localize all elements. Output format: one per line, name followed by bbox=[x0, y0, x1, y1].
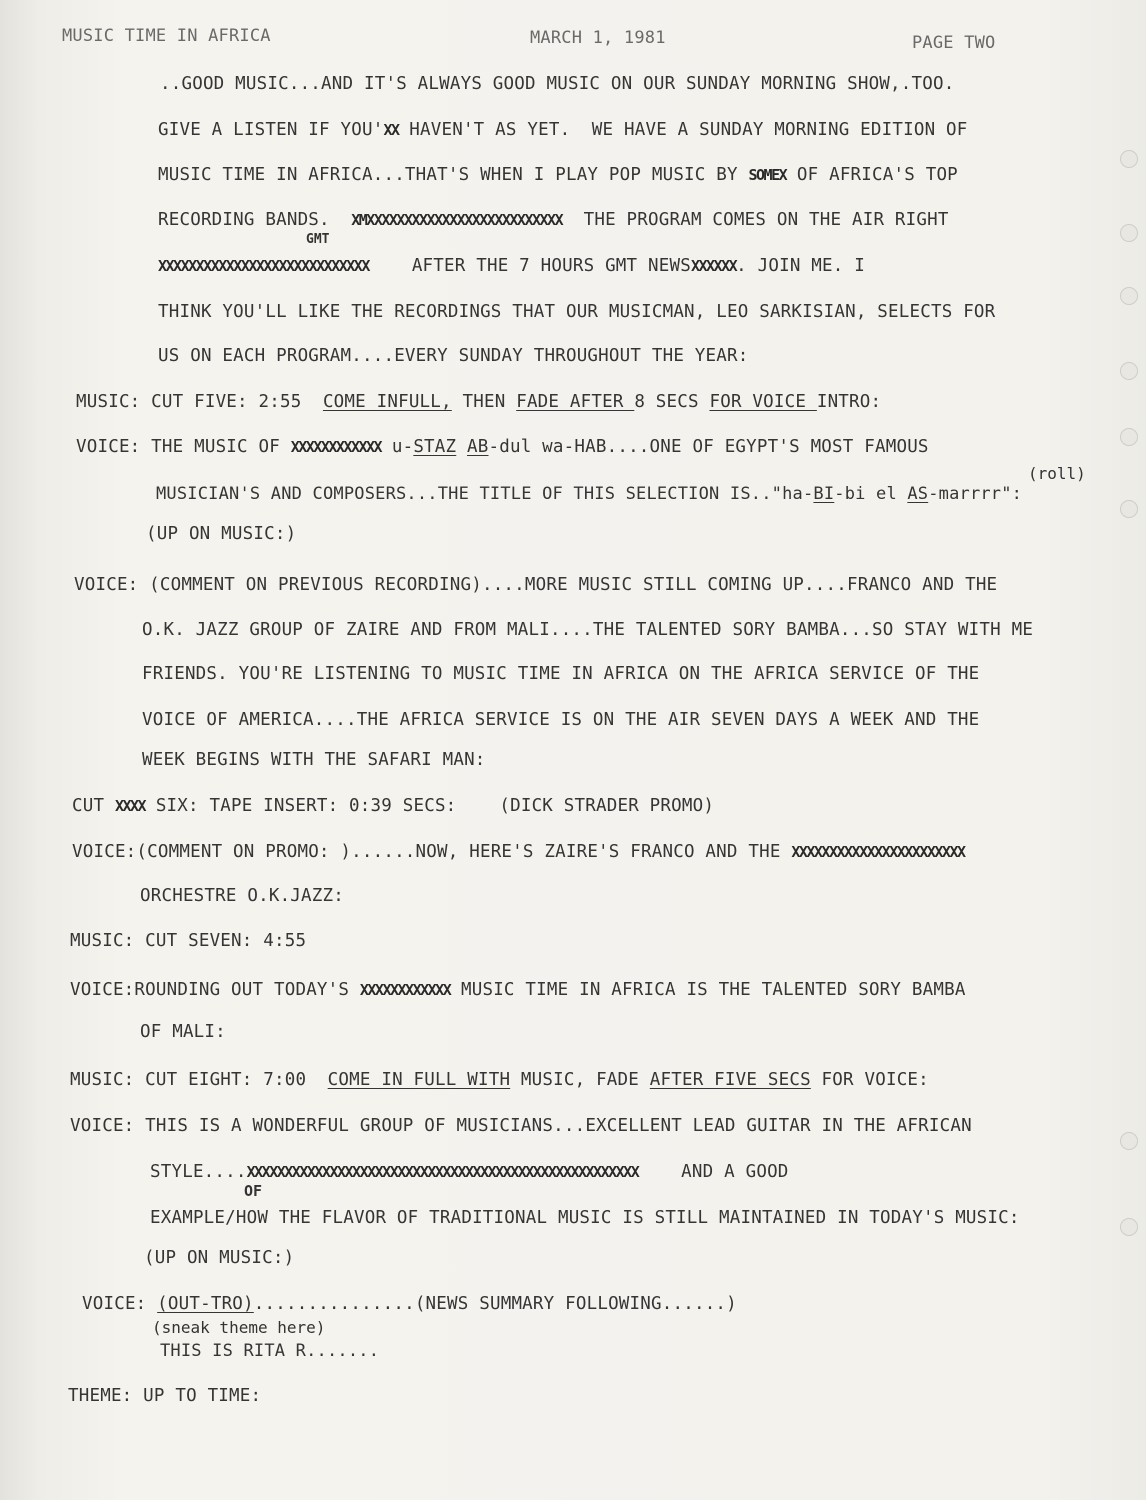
script-line: THIS IS RITA R....... bbox=[160, 1341, 380, 1361]
struck-text: XXXXXXXXXXXXXXXXXXXXXXXXXXXX bbox=[158, 257, 369, 275]
punch-hole bbox=[1120, 500, 1138, 518]
punch-hole bbox=[1120, 224, 1138, 242]
punch-hole bbox=[1120, 150, 1138, 168]
script-line: MUSIC: CUT EIGHT: 7:00 COME IN FULL WITH MUSIC, FADE AFTER FIVE SECS FOR VOICE: bbox=[70, 1070, 929, 1090]
struck-text: XX bbox=[383, 121, 399, 139]
inserted-text: GMT bbox=[306, 232, 330, 247]
punch-hole bbox=[1120, 287, 1138, 305]
inserted-text: OF bbox=[244, 1182, 263, 1200]
punch-hole bbox=[1120, 428, 1138, 446]
struck-text: XXXXXXXXXXXXXXXXXXXXXXXXXXXXXXXXXXXXXXXXXXXXXXXXXXXX bbox=[246, 1163, 639, 1181]
script-line: MUSIC: CUT SEVEN: 4:55 bbox=[70, 931, 307, 951]
margin-note: (roll) bbox=[1028, 464, 1086, 483]
script-line: (UP ON MUSIC:) bbox=[146, 524, 297, 544]
script-line: US ON EACH PROGRAM....EVERY SUNDAY THROUGHOUT THE YEAR: bbox=[158, 346, 749, 366]
script-line: FRIENDS. YOU'RE LISTENING TO MUSIC TIME IN AFRICA ON THE AFRICA SERVICE OF THE bbox=[142, 664, 980, 684]
struck-text: XXXXXXXXXXXX bbox=[290, 438, 382, 456]
script-line: RECORDING BANDS. XMXXXXXXXXXXXXXXXXXXXXXXXXXX THE PROGRAM COMES ON THE AIR RIGHT bbox=[158, 210, 949, 230]
struck-text: XXXXXXXXXXXX bbox=[359, 981, 451, 999]
script-line: VOICE:ROUNDING OUT TODAY'S XXXXXXXXXXXX MUSIC TIME IN AFRICA IS THE TALENTED SORY BAMBA bbox=[70, 980, 966, 1000]
script-line: VOICE: (OUT-TRO)...............(NEWS SUMMARY FOLLOWING......) bbox=[82, 1294, 737, 1314]
header-date: MARCH 1, 1981 bbox=[530, 28, 666, 48]
script-line: THEME: UP TO TIME: bbox=[68, 1386, 262, 1406]
struck-text: XXXXXX bbox=[690, 257, 737, 275]
handwritten-note: (sneak theme here) bbox=[152, 1318, 326, 1337]
script-line: O.K. JAZZ GROUP OF ZAIRE AND FROM MALI....THE TALENTED SORY BAMBA...SO STAY WITH ME bbox=[142, 620, 1034, 640]
script-line: STYLE....XXXXXXXXXXXXXXXXXXXXXXXXXXXXXXXXXXXXXXXXXXXXXXXXXXXX AND A GOOD bbox=[150, 1162, 789, 1182]
script-line: ..GOOD MUSIC...AND IT'S ALWAYS GOOD MUSIC ON OUR SUNDAY MORNING SHOW,.TOO. bbox=[160, 74, 955, 94]
script-line: WEEK BEGINS WITH THE SAFARI MAN: bbox=[142, 750, 486, 770]
script-line: VOICE: THIS IS A WONDERFUL GROUP OF MUSICIANS...EXCELLENT LEAD GUITAR IN THE AFRICAN bbox=[70, 1116, 972, 1136]
script-line: VOICE:(COMMENT ON PROMO: )......NOW, HERE'S ZAIRE'S FRANCO AND THE XXXXXXXXXXXXXXXXXXXXXXX bbox=[72, 842, 965, 862]
script-line: MUSICIAN'S AND COMPOSERS...THE TITLE OF THIS SELECTION IS.."ha-BI-bi el AS-marrrr": bbox=[156, 484, 1023, 504]
struck-text: XXXXXXXXXXXXXXXXXXXXXXX bbox=[791, 843, 965, 861]
script-line: XXXXXXXXXXXXXXXXXXXXXXXXXXXX AFTER THE 7 HOURS GMT NEWSXXXXXX. JOIN ME. I bbox=[158, 256, 865, 276]
punch-hole bbox=[1120, 1218, 1138, 1236]
script-line: MUSIC TIME IN AFRICA...THAT'S WHEN I PLAY POP MUSIC BY SOMEX OF AFRICA'S TOP bbox=[158, 165, 958, 185]
struck-text: SOMEX bbox=[748, 166, 787, 184]
punch-hole bbox=[1120, 362, 1138, 380]
script-line: (UP ON MUSIC:) bbox=[144, 1248, 295, 1268]
script-line: OF MALI: bbox=[140, 1022, 226, 1042]
script-line: EXAMPLE/HOW THE FLAVOR OF TRADITIONAL MUSIC IS STILL MAINTAINED IN TODAY'S MUSIC: bbox=[150, 1208, 1020, 1228]
script-line: GIVE A LISTEN IF YOU'XX HAVEN'T AS YET. WE HAVE A SUNDAY MORNING EDITION OF bbox=[158, 120, 968, 140]
header-title: MUSIC TIME IN AFRICA bbox=[62, 26, 271, 46]
header-page: PAGE TWO bbox=[912, 33, 996, 53]
script-line: VOICE: (COMMENT ON PREVIOUS RECORDING)....MORE MUSIC STILL COMING UP....FRANCO AND THE bbox=[74, 575, 998, 595]
script-line: VOICE OF AMERICA....THE AFRICA SERVICE IS ON THE AIR SEVEN DAYS A WEEK AND THE bbox=[142, 710, 980, 730]
struck-text: XXXX bbox=[114, 797, 146, 815]
script-line: VOICE: THE MUSIC OF XXXXXXXXXXXX u-STAZ AB-dul wa-HAB....ONE OF EGYPT'S MOST FAMOUS bbox=[76, 437, 929, 457]
script-line: MUSIC: CUT FIVE: 2:55 COME INFULL, THEN FADE AFTER 8 SECS FOR VOICE INTRO: bbox=[76, 392, 882, 412]
struck-text: XMXXXXXXXXXXXXXXXXXXXXXXXXXX bbox=[351, 211, 563, 229]
script-line: THINK YOU'LL LIKE THE RECORDINGS THAT OUR MUSICMAN, LEO SARKISIAN, SELECTS FOR bbox=[158, 302, 996, 322]
punch-hole bbox=[1120, 1132, 1138, 1150]
script-line: CUT XXXX SIX: TAPE INSERT: 0:39 SECS: (DICK STRADER PROMO) bbox=[72, 796, 715, 816]
script-line: ORCHESTRE O.K.JAZZ: bbox=[140, 886, 344, 906]
